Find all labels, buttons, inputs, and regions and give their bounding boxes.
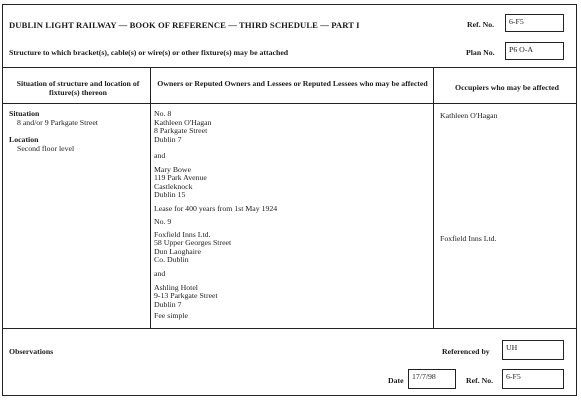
owner-3-address-line-2: Dun Laoghaire bbox=[154, 246, 201, 256]
occupier-2: Foxfield Inns Ltd. bbox=[440, 234, 497, 243]
owner-2-address-line-1: 119 Park Avenue bbox=[154, 173, 207, 183]
col-header-occupiers: Occupiers who may be affected bbox=[455, 83, 559, 92]
col-header-situation: Situation of structure and location of fixture(s) thereon bbox=[16, 79, 140, 97]
reference-form bbox=[2, 4, 577, 396]
plot-no-9: No. 9 bbox=[154, 217, 172, 226]
location-value: Second floor level bbox=[17, 144, 75, 153]
observations-label: Observations bbox=[9, 347, 54, 356]
date-label: Date bbox=[388, 376, 404, 385]
owner-2-address-line-2: Castleknock bbox=[154, 181, 193, 191]
referenced-by-field[interactable]: UH bbox=[502, 340, 564, 360]
header-divider bbox=[3, 67, 576, 68]
plot-no-8: No. 8 bbox=[154, 109, 172, 118]
tenure-note: Fee simple bbox=[154, 311, 188, 320]
owner-3-name: Foxfield Inns Ltd. bbox=[154, 230, 211, 239]
owner-3-address-line-1: 58 Upper Georges Street bbox=[154, 238, 232, 248]
plan-no-field[interactable]: P6 O-A bbox=[505, 42, 564, 60]
owner-4-name: Ashling Hotel bbox=[154, 283, 198, 292]
observations-divider bbox=[3, 328, 576, 329]
footer-ref-no-label: Ref. No. bbox=[466, 376, 494, 385]
ref-no-field[interactable]: 6-F5 bbox=[505, 14, 564, 32]
location-label: Location bbox=[9, 135, 39, 144]
situation-label: Situation bbox=[9, 109, 40, 118]
plan-no-label: Plan No. bbox=[466, 48, 495, 57]
column-divider-1 bbox=[150, 67, 151, 328]
owner-1-address-line-2: Dublin 7 bbox=[154, 134, 182, 144]
form-subtitle: Structure to which bracket(s), cable(s) or wire(s) or other fixture(s) may be attached bbox=[9, 48, 289, 57]
referenced-by-label: Referenced by bbox=[442, 347, 490, 356]
owner-4-address-line-1: 9-13 Parkgate Street bbox=[154, 291, 218, 301]
owner-4-address-line-2: Dublin 7 bbox=[154, 299, 182, 309]
column-header-divider bbox=[3, 103, 576, 104]
and-connector-2: and bbox=[154, 269, 166, 278]
date-field[interactable]: 17/7/98 bbox=[408, 369, 456, 389]
form-title: DUBLIN LIGHT RAILWAY — BOOK OF REFERENCE — THIRD SCHEDULE — PART I bbox=[9, 20, 360, 30]
and-connector-1: and bbox=[154, 151, 166, 160]
owner-3-address-line-3: Co. Dublin bbox=[154, 254, 189, 264]
owner-1-address-line-1: 8 Parkgate Street bbox=[154, 126, 208, 136]
lease-note: Lease for 400 years from 1st May 1924 bbox=[154, 204, 278, 213]
situation-value: 8 and/or 9 Parkgate Street bbox=[17, 118, 98, 127]
owner-2-name: Mary Bowe bbox=[154, 165, 192, 174]
column-divider-2 bbox=[433, 67, 434, 328]
col-header-owners: Owners or Reputed Owners and Lessees or Reputed Lessees who may be affected bbox=[157, 79, 428, 88]
ref-no-label: Ref. No. bbox=[467, 20, 495, 29]
owner-1-name: Kathleen O'Hagan bbox=[154, 118, 212, 127]
occupier-1: Kathleen O'Hagan bbox=[440, 111, 498, 120]
footer-ref-no-field[interactable]: 6-F5 bbox=[502, 369, 564, 389]
owner-block-1 bbox=[154, 119, 211, 144]
owner-block-3 bbox=[154, 231, 231, 264]
owner-block-2 bbox=[154, 166, 207, 199]
owner-block-4 bbox=[154, 284, 218, 309]
owner-2-address-line-3: Dublin 15 bbox=[154, 189, 186, 199]
